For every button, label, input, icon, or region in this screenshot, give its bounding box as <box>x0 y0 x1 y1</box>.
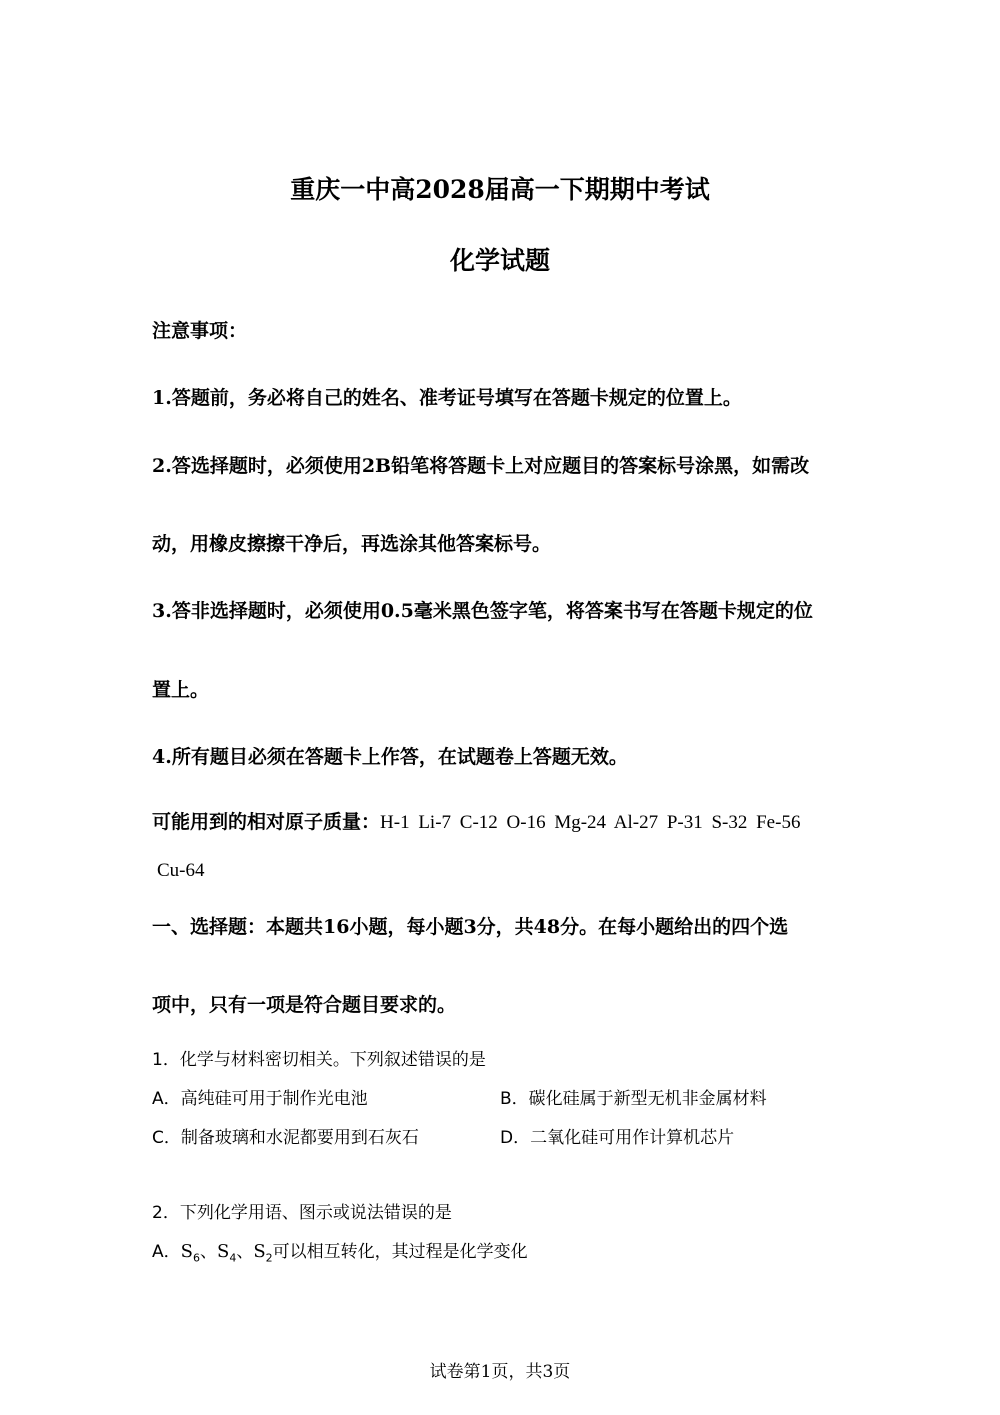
question-2-stem: 2．下列化学用语、图示或说法错误的是 <box>152 1203 452 1223</box>
exam-subtitle: 化学试题 <box>449 246 550 275</box>
atomic-mass-label: 可能用到的相对原子质量： <box>152 811 381 833</box>
question-1-option-a: A．高纯硅可用于制作光电池 <box>152 1089 368 1109</box>
separator: 、 <box>236 1242 254 1262</box>
question-1-option-c: C．制备玻璃和水泥都要用到石灰石 <box>152 1128 419 1148</box>
option-a-prefix: A． <box>152 1242 181 1262</box>
notice-item-3-line-1: 3.答非选择题时，必须使用0.5毫米黑色签字笔，将答案书写在答题卡规定的位 <box>152 600 813 622</box>
page-footer: 试卷第1页，共3页 <box>429 1362 571 1382</box>
separator: 、 <box>199 1242 217 1262</box>
option-a-text: 可以相互转化，其过程是化学变化 <box>272 1242 528 1262</box>
atomic-mass-line-1 <box>152 807 800 834</box>
subscript-6: 6 <box>192 1251 200 1265</box>
question-2-option-a <box>152 1237 528 1264</box>
question-1-stem: 1．化学与材料密切相关。下列叙述错误的是 <box>152 1050 486 1070</box>
exam-title: 重庆一中高2028届高一下期期中考试 <box>290 175 710 204</box>
section-1-heading-line-2: 项中，只有一项是符合题目要求的。 <box>152 994 457 1016</box>
notice-item-1: 1.答题前，务必将自己的姓名、准考证号填写在答题卡规定的位置上。 <box>152 387 742 409</box>
sulfur-symbol: S <box>180 1241 193 1262</box>
notice-item-2-line-1: 2.答选择题时，必须使用2B铅笔将答题卡上对应题目的答案标号涂黑，如需改 <box>152 455 810 477</box>
notice-item-4: 4.所有题目必须在答题卡上作答，在试题卷上答题无效。 <box>152 746 628 768</box>
question-1-option-d: D．二氧化硅可用作计算机芯片 <box>500 1128 735 1148</box>
section-1-heading-line-1: 一、选择题：本题共16小题，每小题3分，共48分。在每小题给出的四个选 <box>152 916 789 938</box>
sulfur-symbol: S <box>253 1241 266 1262</box>
atomic-mass-line-2: Cu-64 <box>157 860 205 881</box>
subscript-2: 2 <box>265 1251 273 1265</box>
notice-item-2-line-2: 动，用橡皮擦擦干净后，再选涂其他答案标号。 <box>152 533 552 555</box>
notice-item-3-line-2: 置上。 <box>152 679 210 701</box>
question-1-option-b: B．碳化硅属于新型无机非金属材料 <box>500 1089 767 1109</box>
notice-heading: 注意事项： <box>152 320 248 342</box>
sulfur-symbol: S <box>216 1241 230 1262</box>
atomic-mass-values: H-1 Li-7 C-12 O-16 Mg-24 Al-27 P-31 S-32 Fe-56 <box>380 812 801 833</box>
subscript-4: 4 <box>229 1251 237 1265</box>
